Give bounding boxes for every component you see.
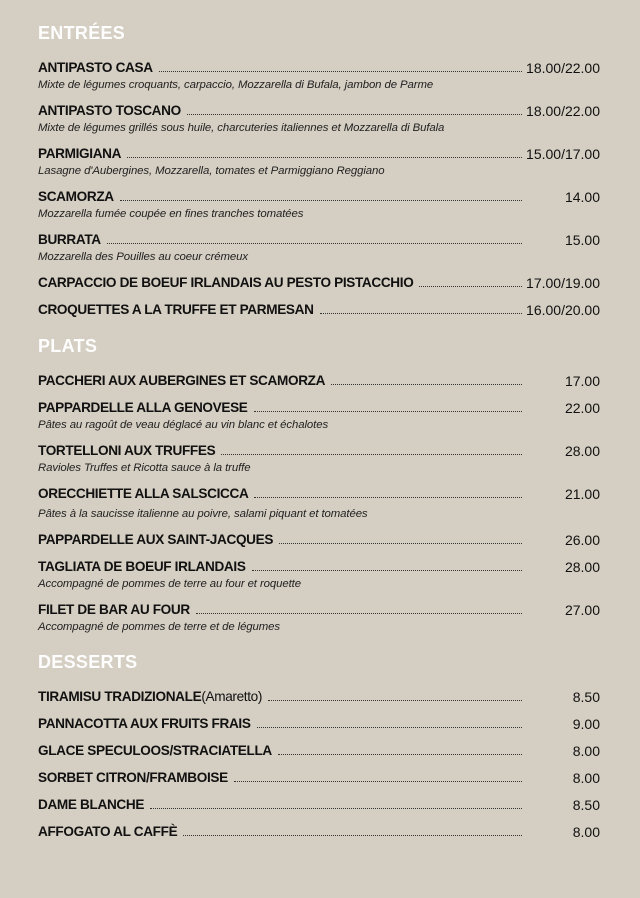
section-title: DESSERTS	[38, 652, 138, 672]
menu-item	[38, 769, 600, 787]
item-name	[38, 399, 248, 417]
menu-item	[38, 742, 600, 760]
item-name	[38, 531, 273, 549]
item-name-text: PANNACOTTA AUX FRUITS FRAIS	[38, 716, 251, 731]
menu-item-row	[38, 188, 600, 206]
item-price: 8.00	[572, 824, 600, 840]
dot-leader	[268, 700, 522, 701]
menu-item	[38, 823, 600, 841]
menu-item-row	[38, 399, 600, 417]
menu-item	[38, 399, 600, 433]
menu-section-entres	[38, 22, 600, 319]
item-name-text: GLACE SPECULOOS/STRACIATELLA	[38, 743, 272, 758]
item-name	[38, 102, 181, 120]
item-description: Mixte de légumes grillés sous huile, charcuteries italiennes et Mozzarella di Bufala	[38, 122, 445, 134]
dot-leader	[252, 570, 522, 571]
menu	[38, 22, 600, 857]
item-name-text: ANTIPASTO TOSCANO	[38, 103, 181, 118]
item-name-text: TORTELLONI AUX TRUFFES	[38, 443, 216, 458]
dot-leader	[159, 71, 522, 72]
item-description: Pâtes au ragoût de veau déglacé au vin blanc et échalotes	[38, 419, 329, 431]
menu-item-row	[38, 485, 600, 503]
menu-item-row	[38, 823, 600, 841]
item-name-text: AFFOGATO AL CAFFÈ	[38, 824, 178, 839]
menu-section-plats	[38, 335, 600, 635]
item-price: 16.00/20.00	[526, 302, 600, 318]
menu-item	[38, 274, 600, 292]
menu-item	[38, 715, 600, 733]
menu-item	[38, 558, 600, 592]
item-name-text: PAPPARDELLE ALLA GENOVESE	[38, 400, 248, 415]
item-name	[38, 145, 121, 163]
item-price: 8.00	[572, 743, 600, 759]
item-description: Mixte de légumes croquants, carpaccio, Mozzarella di Bufala, jambon de Parme	[38, 79, 434, 91]
item-price: 17.00/19.00	[526, 275, 600, 291]
item-price: 8.50	[572, 797, 600, 813]
item-price: 27.00	[564, 602, 600, 618]
menu-item	[38, 145, 600, 179]
dot-leader	[150, 808, 522, 809]
menu-item-row	[38, 301, 600, 319]
menu-item-row	[38, 601, 600, 619]
item-name	[38, 231, 101, 249]
dot-leader	[234, 781, 522, 782]
menu-item	[38, 688, 600, 706]
dot-leader	[183, 835, 522, 836]
item-price: 9.00	[572, 716, 600, 732]
dot-leader	[257, 727, 522, 728]
dot-leader	[196, 613, 522, 614]
item-price: 8.50	[572, 689, 600, 705]
item-name-text: DAME BLANCHE	[38, 797, 145, 812]
menu-item	[38, 102, 600, 136]
menu-item-row	[38, 442, 600, 460]
menu-item-row	[38, 372, 600, 390]
item-name-text: CROQUETTES A LA TRUFFE ET PARMESAN	[38, 302, 314, 317]
menu-item-row	[38, 688, 600, 706]
menu-item	[38, 188, 600, 222]
item-name	[38, 301, 314, 319]
menu-item-row	[38, 742, 600, 760]
item-name-text: BURRATA	[38, 232, 101, 247]
item-name-text: SORBET CITRON/FRAMBOISE	[38, 770, 228, 785]
menu-item-row	[38, 531, 600, 549]
item-name	[38, 59, 153, 77]
item-price: 14.00	[564, 189, 600, 205]
menu-item-row	[38, 231, 600, 249]
item-name	[38, 601, 190, 619]
section-title: ENTRÉES	[38, 23, 126, 43]
item-name	[38, 485, 248, 503]
item-description: Mozzarella fumée coupée en fines tranches tomatées	[38, 208, 304, 220]
item-name-suffix: (Amaretto)	[201, 689, 263, 704]
item-description: Accompagné de pommes de terre au four et roquette	[38, 578, 301, 590]
item-name	[38, 742, 272, 760]
dot-leader	[279, 543, 522, 544]
dot-leader	[120, 200, 522, 201]
menu-item-row	[38, 715, 600, 733]
dot-leader	[187, 114, 522, 115]
item-name-text: TAGLIATA DE BOEUF IRLANDAIS	[38, 559, 246, 574]
item-description: Ravioles Truffes et Ricotta sauce à la truffe	[38, 462, 251, 474]
menu-item-row	[38, 274, 600, 292]
item-name	[38, 769, 228, 787]
item-name-text: ORECCHIETTE ALLA SALSCICCA	[38, 486, 249, 501]
menu-item	[38, 59, 600, 93]
item-price: 22.00	[564, 400, 600, 416]
item-name-text: SCAMORZA	[38, 189, 114, 204]
menu-item	[38, 372, 600, 390]
dot-leader	[278, 754, 522, 755]
menu-item	[38, 531, 600, 549]
item-price: 28.00	[564, 443, 600, 459]
dot-leader	[331, 384, 522, 385]
dot-leader	[419, 286, 522, 287]
item-price: 18.00/22.00	[526, 103, 600, 119]
menu-item	[38, 796, 600, 814]
item-name-text: PACCHERI AUX AUBERGINES ET SCAMORZA	[38, 373, 326, 388]
item-name-text: CARPACCIO DE BOEUF IRLANDAIS AU PESTO PISTACCHIO	[38, 275, 414, 290]
item-name-text: PAPPARDELLE AUX SAINT-JACQUES	[38, 532, 274, 547]
item-price: 18.00/22.00	[526, 60, 600, 76]
menu-item	[38, 442, 600, 476]
menu-item-row	[38, 796, 600, 814]
dot-leader	[107, 243, 522, 244]
menu-item-row	[38, 769, 600, 787]
dot-leader	[254, 411, 522, 412]
menu-item	[38, 231, 600, 265]
item-name	[38, 688, 262, 706]
dot-leader	[254, 497, 522, 498]
item-description: Lasagne d'Aubergines, Mozzarella, tomates et Parmiggiano Reggiano	[38, 165, 385, 177]
item-price: 28.00	[564, 559, 600, 575]
item-name-text: TIRAMISU TRADIZIONALE	[38, 689, 202, 704]
item-name	[38, 274, 413, 292]
menu-section-desserts	[38, 651, 600, 841]
item-description: Pâtes à la saucisse italienne au poivre, salami piquant et tomatées	[38, 508, 368, 520]
dot-leader	[221, 454, 522, 455]
menu-item	[38, 301, 600, 319]
item-description: Mozzarella des Pouilles au coeur crémeux	[38, 251, 248, 263]
item-name	[38, 442, 215, 460]
item-price: 21.00	[564, 486, 600, 502]
item-name-text: PARMIGIANA	[38, 146, 122, 161]
menu-item	[38, 601, 600, 635]
dot-leader	[127, 157, 522, 158]
item-description: Accompagné de pommes de terre et de légumes	[38, 621, 281, 633]
item-name-text: FILET DE BAR AU FOUR	[38, 602, 190, 617]
item-name	[38, 715, 251, 733]
item-price: 8.00	[572, 770, 600, 786]
menu-item-row	[38, 145, 600, 163]
item-price: 15.00/17.00	[526, 146, 600, 162]
item-price: 17.00	[564, 373, 600, 389]
item-name	[38, 558, 246, 576]
menu-item-row	[38, 102, 600, 120]
menu-item-row	[38, 59, 600, 77]
menu-item-row	[38, 558, 600, 576]
item-name	[38, 188, 114, 206]
item-name-text: ANTIPASTO CASA	[38, 60, 153, 75]
menu-item	[38, 485, 600, 522]
item-price: 15.00	[564, 232, 600, 248]
item-price: 26.00	[564, 532, 600, 548]
section-title: PLATS	[38, 336, 98, 356]
item-name	[38, 823, 177, 841]
dot-leader	[320, 313, 522, 314]
item-name	[38, 372, 325, 390]
item-name	[38, 796, 144, 814]
